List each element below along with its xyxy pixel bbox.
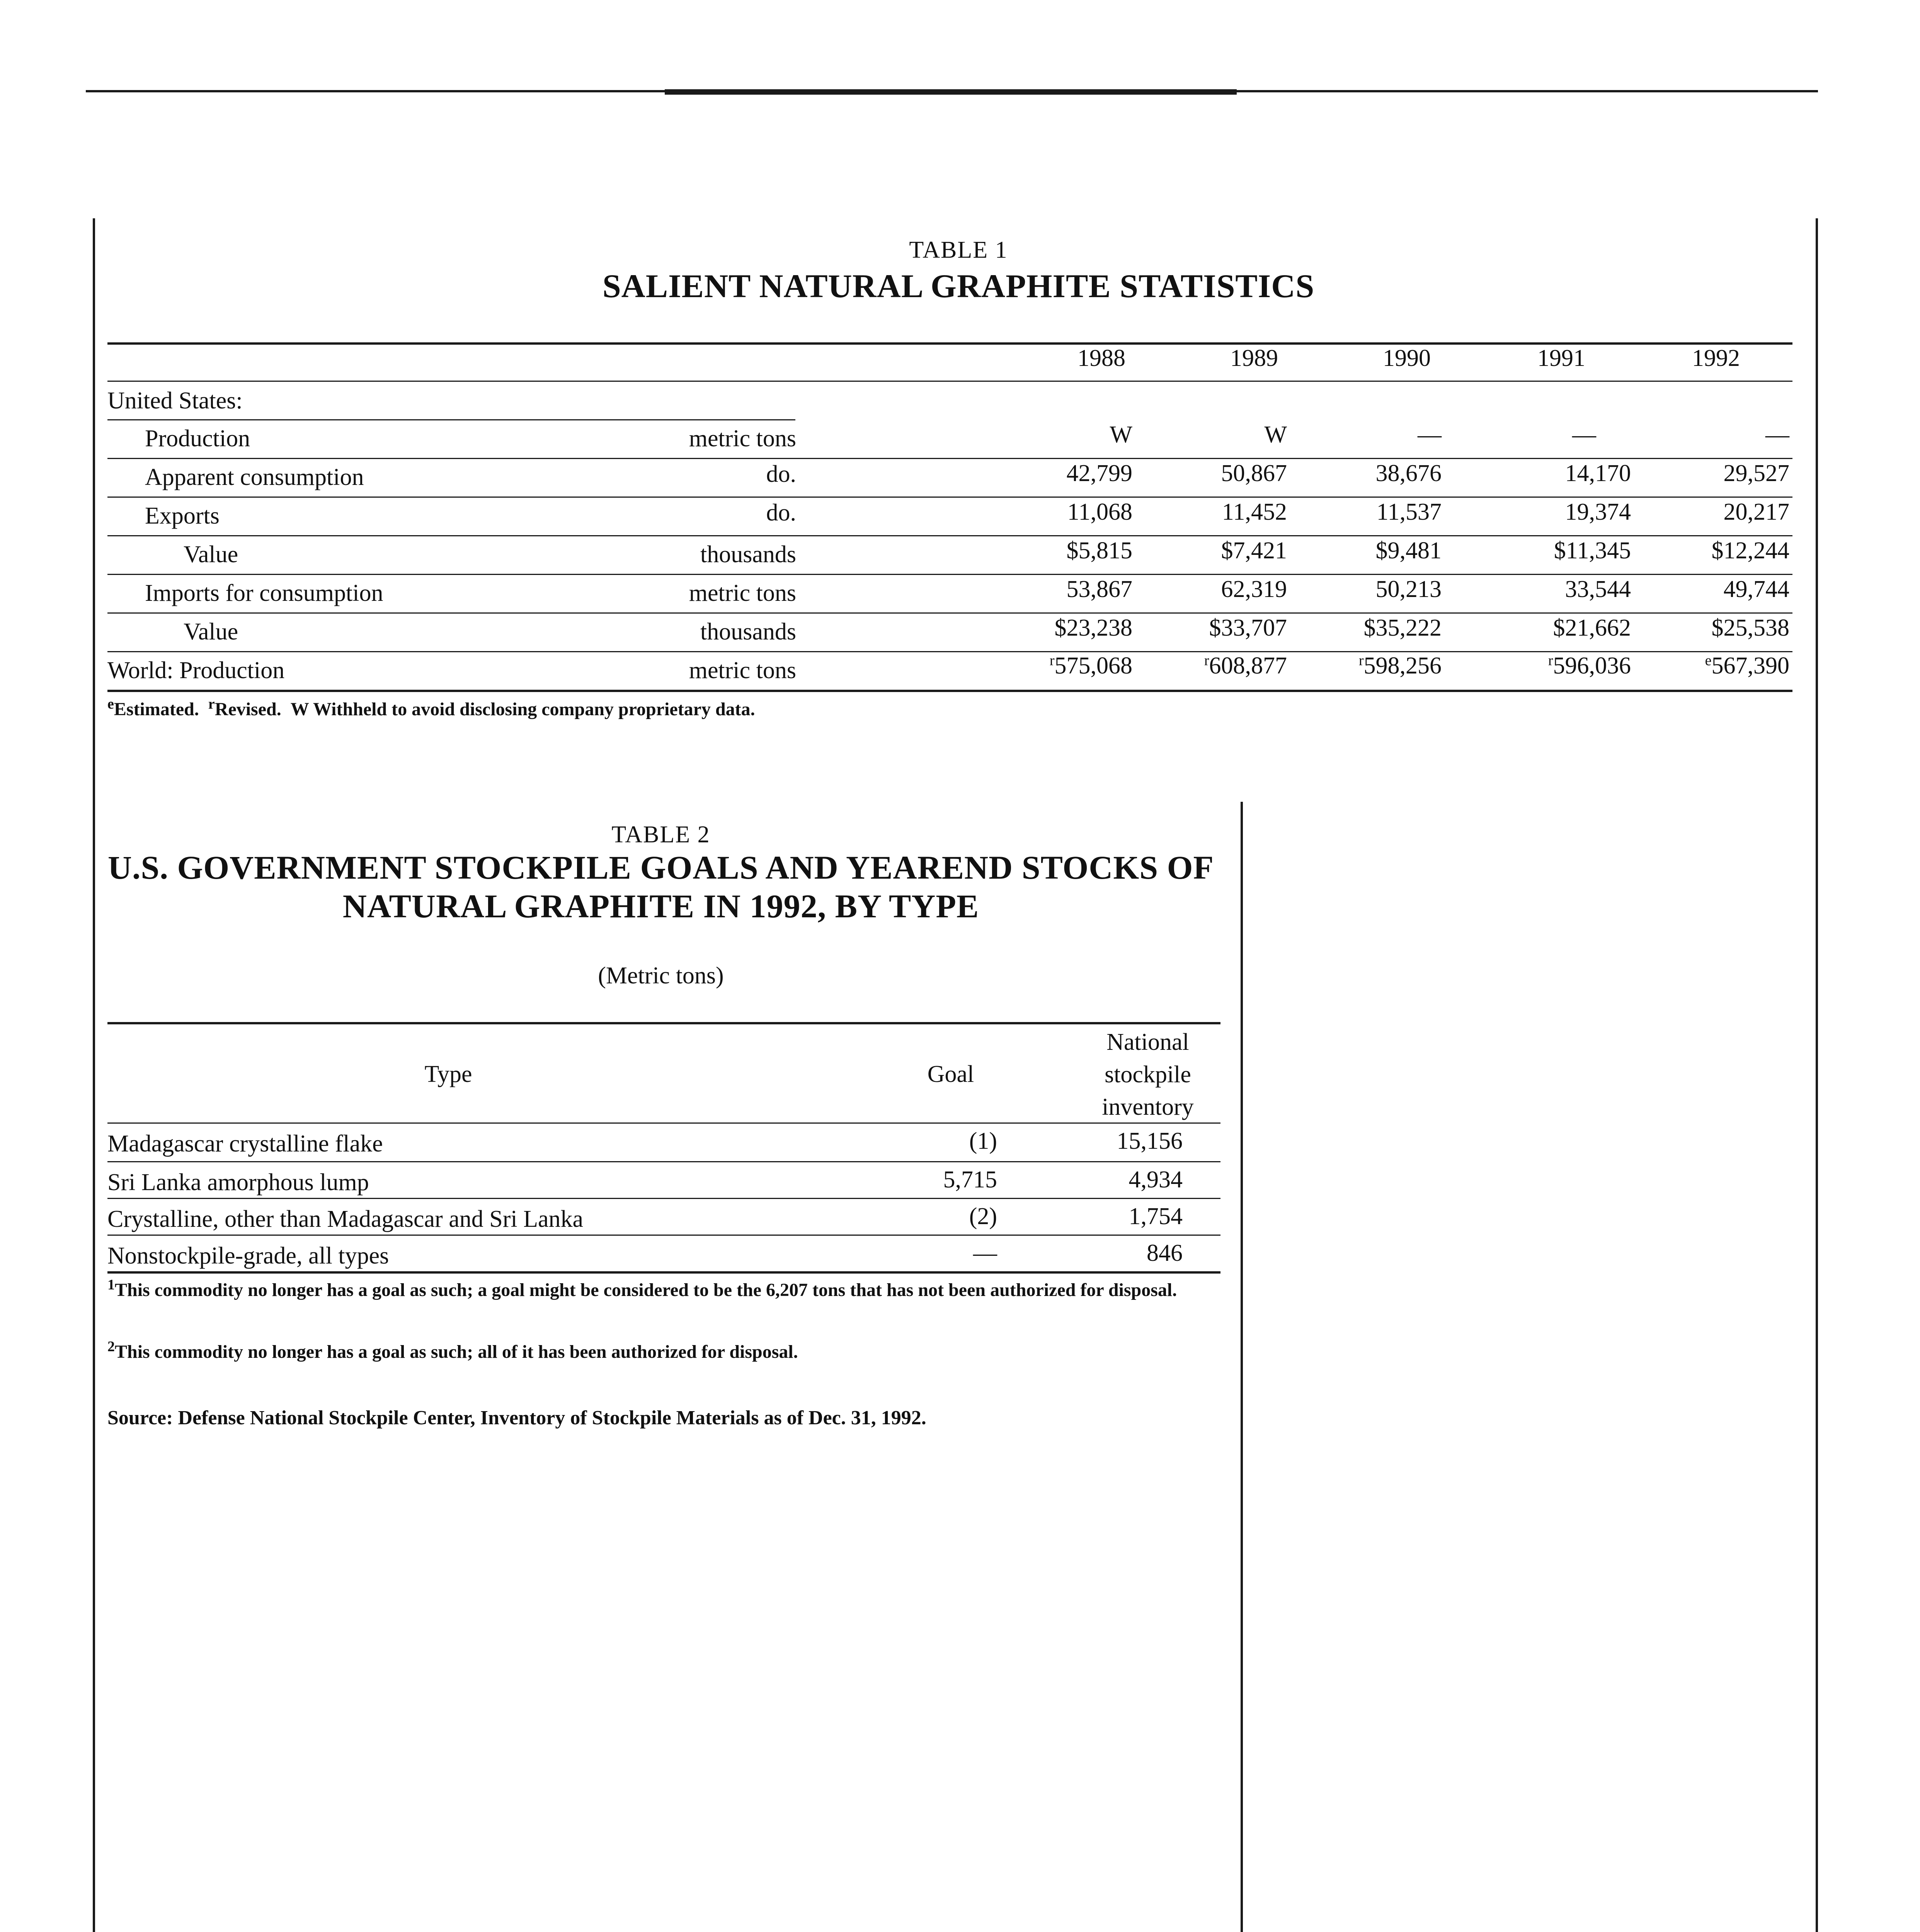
table1-row-rule bbox=[107, 535, 1792, 536]
table2-title: NATURAL GRAPHITE IN 1992, BY TYPE bbox=[342, 888, 979, 925]
table1-row-unit: do. bbox=[766, 500, 796, 526]
table1-row-label: Imports for consumption bbox=[145, 580, 383, 606]
table2-row-inventory: 1,754 bbox=[1129, 1203, 1183, 1230]
table2-row-inventory: 15,156 bbox=[1117, 1128, 1183, 1154]
table2-row-inventory: 846 bbox=[1147, 1240, 1183, 1266]
table1-cell: — bbox=[1765, 422, 1789, 448]
table1-row-label: Apparent consumption bbox=[145, 464, 364, 490]
table1-cell: 42,799 bbox=[1066, 460, 1132, 486]
table2-row-inventory: 4,934 bbox=[1129, 1167, 1183, 1193]
table1-year-header: 1989 bbox=[1230, 345, 1278, 371]
table2-row-goal: (2) bbox=[969, 1203, 997, 1230]
table1-world-cell: $^r$575,068 bbox=[1049, 652, 1132, 679]
table2-row-type: Madagascar crystalline flake bbox=[107, 1131, 383, 1157]
table1-row-rule bbox=[107, 574, 1792, 575]
table2-row-rule bbox=[107, 1235, 1220, 1236]
table1-row-rule bbox=[107, 458, 1792, 459]
revised-mark: r bbox=[1548, 652, 1553, 669]
table1-cell: 33,544 bbox=[1565, 576, 1631, 602]
table2-footnote: $^1$This commodity no longer has a goal as such; a goal might be considered to be the 6,207 tons that has not been authorized for disposal. bbox=[107, 1277, 1177, 1300]
table1-world-unit: metric tons bbox=[689, 657, 796, 684]
table1-label: TABLE 1 bbox=[909, 237, 1008, 263]
table1-world-cell: $^r$608,877 bbox=[1204, 652, 1287, 679]
table1-row-unit: metric tons bbox=[689, 425, 796, 452]
table1-world-label: World: Production bbox=[107, 657, 285, 684]
table1-cell: 38,676 bbox=[1375, 460, 1442, 486]
table1-section-label: United States: bbox=[107, 388, 243, 414]
table2-title: U.S. GOVERNMENT STOCKPILE GOALS AND YEAREND STOCKS OF bbox=[107, 849, 1214, 886]
table1-world-cell: $^r$596,036 bbox=[1548, 652, 1631, 679]
table1-row-unit: do. bbox=[766, 461, 796, 487]
table1-cell: 53,867 bbox=[1066, 576, 1132, 602]
table1-section-rule bbox=[107, 419, 795, 420]
table2-unit-note: (Metric tons) bbox=[598, 963, 724, 989]
right-page-rule bbox=[1816, 218, 1818, 1932]
table1-cell: 14,170 bbox=[1565, 460, 1631, 486]
table2-row-type: Sri Lanka amorphous lump bbox=[107, 1169, 369, 1196]
table1-cell: $33,707 bbox=[1209, 615, 1287, 641]
table1-cell: 11,452 bbox=[1222, 499, 1287, 525]
table1-cell: 11,068 bbox=[1067, 499, 1132, 525]
table1-cell: 19,374 bbox=[1565, 499, 1631, 525]
table1-row-unit: thousands bbox=[700, 541, 796, 568]
table1-cell: $35,222 bbox=[1363, 615, 1442, 641]
table2-row-rule bbox=[107, 1161, 1220, 1162]
table1-year-header: 1990 bbox=[1383, 345, 1431, 371]
table1-row-label: Value bbox=[184, 619, 238, 645]
table1-cell: $21,662 bbox=[1553, 615, 1631, 641]
table2-row-goal: 5,715 bbox=[943, 1167, 997, 1193]
table1-cell: 11,537 bbox=[1376, 499, 1442, 525]
table1-year-header: 1992 bbox=[1692, 345, 1740, 371]
table1-row-label: Production bbox=[145, 425, 250, 452]
table2-bottom-rule bbox=[107, 1271, 1220, 1274]
table1-cell: $12,244 bbox=[1711, 537, 1789, 564]
table1-row-label: Exports bbox=[145, 503, 220, 529]
table1-cell: 29,527 bbox=[1723, 460, 1789, 486]
table1-year-header: 1991 bbox=[1537, 345, 1585, 371]
table2-header-inventory: National stockpile inventory bbox=[1102, 1029, 1194, 1120]
table1-row-label: Value bbox=[184, 541, 238, 568]
table1-world-cell: $^e$567,390 bbox=[1705, 652, 1789, 679]
table1-cell: 20,217 bbox=[1723, 499, 1789, 525]
table1-world-cell: $^r$598,256 bbox=[1358, 652, 1442, 679]
table1-cell: $5,815 bbox=[1066, 537, 1132, 564]
table1-cell: 49,744 bbox=[1723, 576, 1789, 602]
table1-row-rule bbox=[107, 612, 1792, 614]
table2-row-type: Nonstockpile-grade, all types bbox=[107, 1243, 389, 1269]
table2-row-type: Crystalline, other than Madagascar and Sri Lanka bbox=[107, 1206, 583, 1232]
header-rule-thick bbox=[665, 89, 1237, 95]
table2-row-goal: (1) bbox=[969, 1128, 997, 1154]
table2-header-rule bbox=[107, 1122, 1220, 1124]
revised-mark: r bbox=[1049, 652, 1055, 669]
table2-top-rule bbox=[107, 1022, 1220, 1024]
table1-row-unit: thousands bbox=[700, 619, 796, 645]
table2-footnote: $^2$This commodity no longer has a goal as such; all of it has been authorized for disposal. bbox=[107, 1338, 798, 1362]
table1-footnote: $^e$Estimated. $^r$Revised. W Withheld to avoid disclosing company proprietary data. bbox=[107, 696, 755, 719]
table1-row-unit: metric tons bbox=[689, 580, 796, 606]
table1-cell: $7,421 bbox=[1221, 537, 1287, 564]
table1-cell: 50,213 bbox=[1375, 576, 1442, 602]
table1-cell: — bbox=[1572, 422, 1596, 448]
table1-title: SALIENT NATURAL GRAPHITE STATISTICS bbox=[602, 267, 1315, 304]
table1-year-header: 1988 bbox=[1077, 345, 1125, 371]
table1-cell: 62,319 bbox=[1221, 576, 1287, 602]
table1-header-rule bbox=[107, 381, 1792, 382]
estimated-mark: e bbox=[1705, 652, 1712, 669]
table1-cell: $9,481 bbox=[1375, 537, 1442, 564]
revised-mark: r bbox=[1358, 652, 1364, 669]
table1-cell: $25,538 bbox=[1711, 615, 1789, 641]
table2-row-goal: — bbox=[973, 1240, 997, 1266]
table2-header-type: Type bbox=[424, 1061, 472, 1087]
table1-cell: $11,345 bbox=[1554, 537, 1631, 564]
table2-label: TABLE 2 bbox=[611, 821, 710, 848]
table2-source: Source: Defense National Stockpile Center, Inventory of Stockpile Materials as of Dec. 31, 1992. bbox=[107, 1407, 926, 1429]
table1-bottom-rule bbox=[107, 690, 1792, 692]
table1-cell: 50,867 bbox=[1221, 460, 1287, 486]
table1-row-rule bbox=[107, 497, 1792, 498]
table1-cell: W bbox=[1264, 422, 1287, 448]
column-divider-rule bbox=[1241, 802, 1243, 1932]
table1-cell: — bbox=[1418, 422, 1442, 448]
left-page-rule bbox=[93, 218, 95, 1932]
table1-cell: W bbox=[1110, 422, 1132, 448]
table2-header-goal: Goal bbox=[927, 1061, 974, 1087]
revised-mark: r bbox=[1204, 652, 1209, 669]
table2-row-rule bbox=[107, 1198, 1220, 1199]
table1-cell: $23,238 bbox=[1054, 615, 1132, 641]
